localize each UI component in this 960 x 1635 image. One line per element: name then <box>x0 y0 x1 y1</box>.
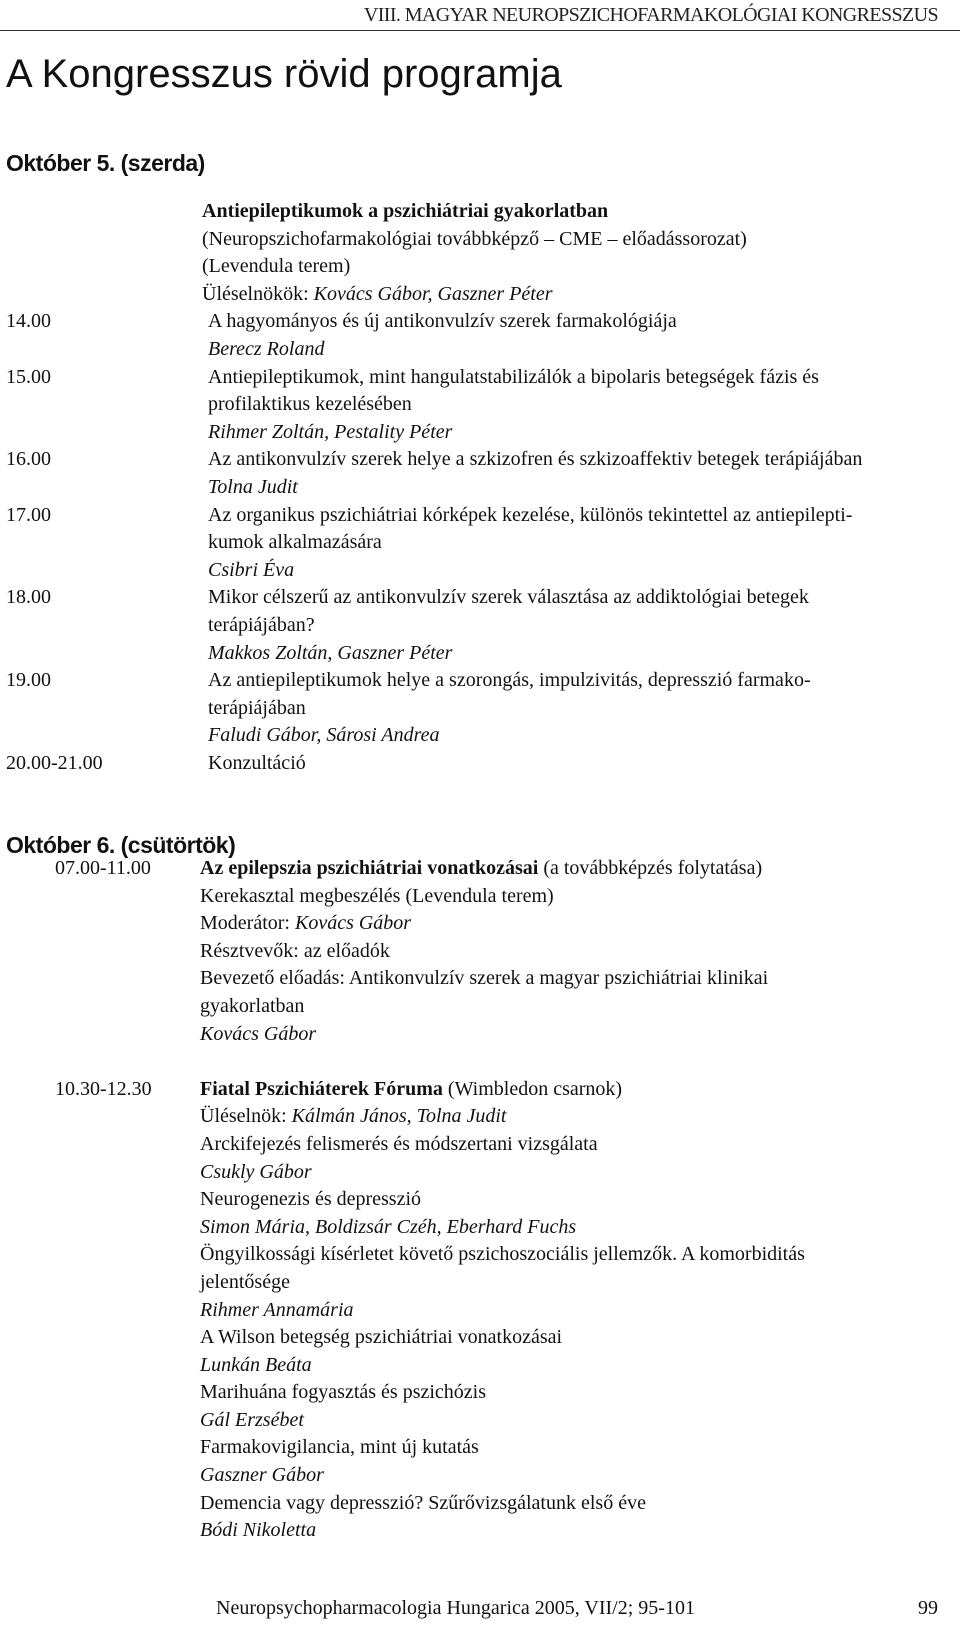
session-row <box>6 502 960 585</box>
session-row <box>6 364 960 447</box>
forum-block <box>55 1076 960 1545</box>
session-authors: Makkos Zoltán, Gaszner Péter <box>208 641 453 664</box>
page-number: 99 <box>918 1597 938 1619</box>
symposium-title: Antiepileptikumok a pszichiátriai gyakorlatban <box>202 200 609 222</box>
block-title <box>200 855 960 883</box>
day1-sessions <box>6 308 960 750</box>
chairs-label: Üléselnökök: <box>202 282 314 305</box>
talk-item <box>200 1186 960 1241</box>
block-chair <box>200 1103 960 1131</box>
block-time: 07.00-11.00 <box>55 857 151 879</box>
talk-authors: Lunkán Beáta <box>200 1353 312 1376</box>
session-row <box>6 584 960 667</box>
session-row <box>6 308 960 363</box>
session-authors: Rihmer Zoltán, Pestality Péter <box>208 420 453 443</box>
moderator-label: Moderátor: <box>200 912 295 935</box>
roundtable-block <box>55 855 960 1048</box>
symposium-chairs <box>202 281 960 309</box>
chair-names: Kálmán János, Tolna Judit <box>291 1105 507 1128</box>
talk-authors: Rihmer Annamária <box>200 1298 354 1321</box>
talk-authors: Simon Mária, Boldizsár Czéh, Eberhard Fuchs <box>200 1215 577 1238</box>
page-title: A Kongresszus rövid programja <box>6 52 562 96</box>
symposium-series: (Neuropszichofarmakológiai továbbképző – CME – előadássorozat) <box>202 227 747 250</box>
session-title-line: terápiájában? <box>208 613 315 636</box>
day1-heading: Október 5. (szerda) <box>6 150 205 176</box>
talk-title-line: Demencia vagy depresszió? Szűrővizsgálatunk első éve <box>200 1491 646 1514</box>
block-title-bold: Fiatal Pszichiáterek Fóruma <box>200 1077 443 1100</box>
session-title-line: Az antiepileptikumok helye a szorongás, impulzivitás, depresszió farmako- <box>208 669 811 692</box>
session-authors: Berecz Roland <box>208 337 325 360</box>
talk-item <box>200 1434 960 1489</box>
session-title-line: A hagyományos és új antikonvulzív szerek farmakológiája <box>208 310 677 333</box>
session-time: 14.00 <box>6 310 51 333</box>
session-title-line: Mikor célszerű az antikonvulzív szerek választása az addiktológiai betegek <box>208 586 809 609</box>
intro-talk-author: Kovács Gábor <box>200 1022 317 1045</box>
talk-item <box>200 1490 960 1545</box>
session-title-line: terápiájában <box>208 696 306 719</box>
block-moderator <box>200 910 960 938</box>
running-header: VIII. MAGYAR NEUROPSZICHOFARMAKOLÓGIAI KONGRESSZUS <box>363 4 938 26</box>
header-rule <box>0 30 960 31</box>
session-title-line: Antiepileptikumok, mint hangulatstabilizálók a bipolaris betegségek fázis és <box>208 365 819 388</box>
moderator-name: Kovács Gábor <box>294 912 412 935</box>
talk-title-line: Öngyilkossági kísérletet követő pszichoszociális jellemzők. A komorbiditás <box>200 1243 805 1266</box>
block-title-rest: (a továbbképzés folytatása) <box>538 857 763 879</box>
session-title-line: profilaktikus kezelésében <box>208 393 412 416</box>
session-authors: Csibri Éva <box>208 558 295 581</box>
session-title-line: Az organikus pszichiátriai kórképek kezelése, különös tekintettel az antiepilepti- <box>208 503 853 526</box>
talk-title-line: Neurogenezis és depresszió <box>200 1188 422 1211</box>
talk-title-line: Arckifejezés felismerés és módszertani vizsgálata <box>200 1132 598 1155</box>
session-row <box>6 446 960 501</box>
session-title: Konzultáció <box>208 751 306 774</box>
session-time: 18.00 <box>6 586 51 609</box>
intro-talk-line: Bevezető előadás: Antikonvulzív szerek a magyar pszichiátriai klinikai <box>200 967 769 990</box>
day2-program <box>55 855 960 1545</box>
footer-journal: Neuropsychopharmacologia Hungarica 2005, VII/2; 95-101 <box>216 1597 695 1619</box>
block-title-bold: Az epilepszia pszichiátriai vonatkozásai <box>200 857 539 879</box>
day1-intro <box>202 198 960 308</box>
session-time: 16.00 <box>6 448 51 471</box>
day2-heading: Október 6. (csütörtök) <box>6 832 236 858</box>
talk-item <box>200 1379 960 1434</box>
talk-title-line: jelentősége <box>200 1270 290 1293</box>
talk-item <box>200 1241 960 1324</box>
session-authors: Tolna Judit <box>208 475 298 498</box>
talk-item <box>200 1324 960 1379</box>
forum-talks <box>200 1131 960 1545</box>
session-row <box>6 750 960 778</box>
chair-label: Üléselnök: <box>200 1105 292 1128</box>
talk-authors: Gaszner Gábor <box>200 1464 324 1487</box>
symposium-room: (Levendula terem) <box>202 255 351 278</box>
chairs-names: Kovács Gábor, Gaszner Péter <box>313 282 553 305</box>
talk-authors: Gál Erzsébet <box>200 1408 304 1431</box>
talk-authors: Csukly Gábor <box>200 1160 312 1183</box>
session-title-line: Az antikonvulzív szerek helye a szkizofren és szkizoaffektiv betegek terápiájában <box>208 448 863 471</box>
session-title-line: kumok alkalmazására <box>208 531 382 554</box>
talk-title-line: Farmakovigilancia, mint új kutatás <box>200 1436 479 1459</box>
session-time: 20.00-21.00 <box>6 751 103 774</box>
talk-authors: Bódi Nikoletta <box>200 1519 317 1542</box>
session-time: 17.00 <box>6 503 51 526</box>
intro-talk-line: gyakorlatban <box>200 994 305 1017</box>
session-time: 15.00 <box>6 365 51 388</box>
session-row <box>6 667 960 750</box>
talk-title-line: A Wilson betegség pszichiátriai vonatkozásai <box>200 1326 563 1349</box>
block-title <box>200 1076 960 1104</box>
day1-program <box>6 198 960 777</box>
block-time: 10.30-12.30 <box>55 1077 152 1100</box>
session-time: 19.00 <box>6 669 51 692</box>
block-title-rest: (Wimbledon csarnok) <box>442 1077 623 1100</box>
talk-title-line: Marihuána fogyasztás és pszichózis <box>200 1381 487 1404</box>
block-participants: Résztvevők: az előadók <box>200 939 390 962</box>
talk-item <box>200 1131 960 1186</box>
block-format: Kerekasztal megbeszélés (Levendula terem) <box>200 884 554 907</box>
session-authors: Faludi Gábor, Sárosi Andrea <box>208 724 440 747</box>
